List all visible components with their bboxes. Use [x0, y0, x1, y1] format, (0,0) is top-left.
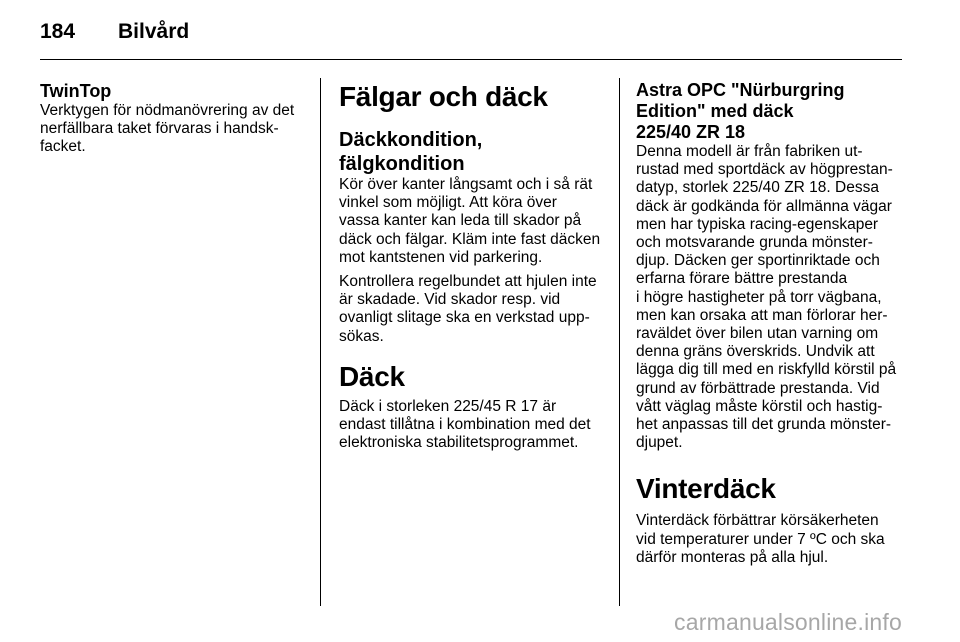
column-middle [339, 80, 611, 458]
watermark: carmanualsonline.info [674, 609, 902, 635]
chapter-title: Bilvård [118, 20, 190, 43]
subsection-heading-condition: Däckkondition, fälgkondition [339, 129, 483, 175]
winter-tyres-paragraph: Vinterdäck förbättrar körsäkerheten vid temperaturer under 7 ºC och ska därför monteras på alla hjul. [636, 512, 885, 566]
section-title-wheels-tyres: Fälgar och däck [339, 81, 548, 112]
page-number: 184 [40, 20, 76, 43]
column-right [636, 80, 906, 573]
section-heading-twintop: TwinTop [40, 81, 112, 101]
condition-paragraph-1: Kör över kanter långsamt och i så rät vinkel som möjligt. Att köra över vassa kanter kan leda till skador på däck och fälgar. Kläm inte fast däcken mot kantstenen vid parkering. [339, 176, 601, 266]
condition-paragraph-2: Kontrollera regelbundet att hjulen inte är skadade. Vid skador resp. vid ovanligt slitage ska en verkstad upp- sökas. [339, 273, 597, 345]
tyres-paragraph: Däck i storleken 225/45 R 17 är endast tillåtna i kombination med det elektroniska stabilitetsprogrammet. [339, 397, 591, 452]
column-left [40, 80, 310, 163]
twintop-paragraph: Verktygen för nödmanövrering av det nerfällbara taket förvaras i handsk- facket. [40, 102, 295, 156]
column-divider-left [320, 78, 321, 606]
opc-paragraph: Denna modell är från fabriken ut- rustad med sportdäck av högprestan- datyp, storlek 225/40 ZR 18. Dessa däck är godkända för allmänna vägar men har typiska racing-egenskaper och motsvarande grunda mönster- djup. Däcken ger sportinriktade och erfarna förare bättre prestanda i högre hastigheter på torr vägbana, men kan orsaka att man förlorar her- raväldet över bilen utan varning om denna gräns överskrids. Undvik att lägga dig till med en riskfylld körstil på grund av förbättrade prestanda. Vid vått väglag måste körstil och hastig- het anpassas till det grunda mönster- djupet. [636, 143, 897, 452]
subsection-heading-opc: Astra OPC "Nürburgring Edition" med däck [636, 80, 845, 121]
subsection-heading-tyre-size: 225/40 ZR 18 [636, 122, 746, 142]
column-divider-right [619, 78, 620, 606]
section-title-tyres: Däck [339, 360, 405, 392]
section-title-winter-tyres: Vinterdäck [636, 473, 776, 505]
header-rule [40, 59, 902, 60]
